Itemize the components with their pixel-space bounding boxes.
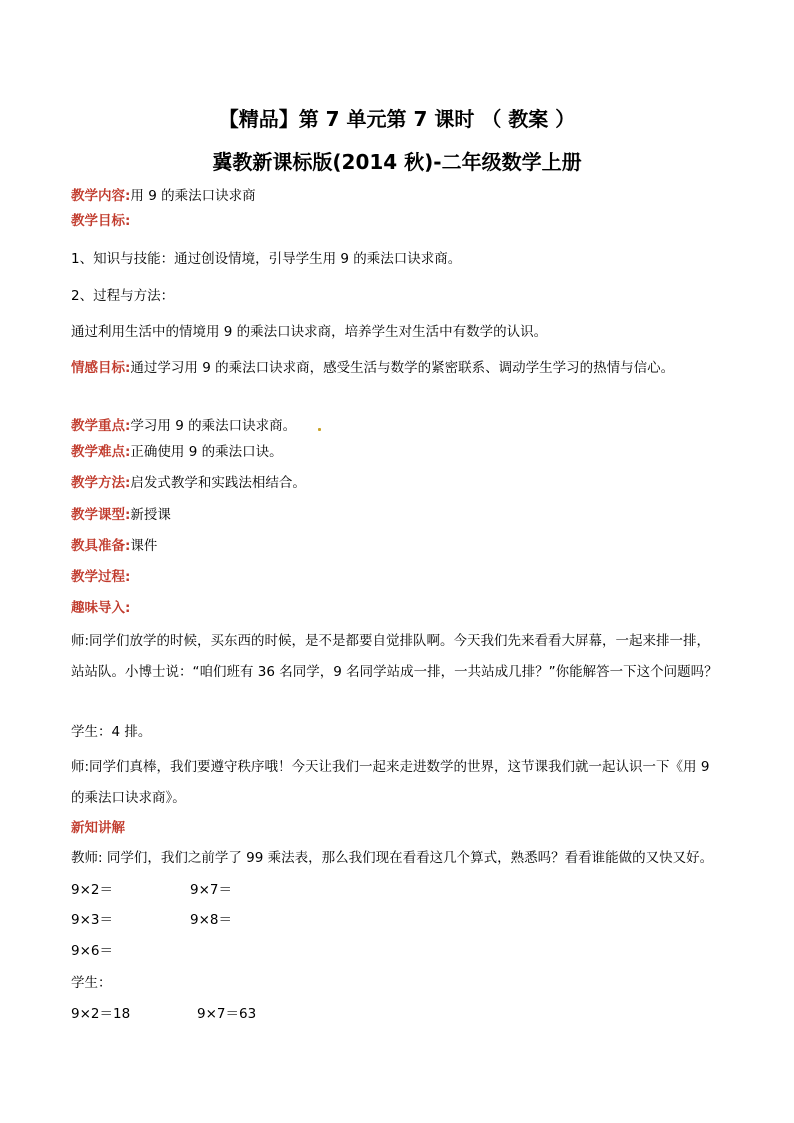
goal-item-2: 2、过程与方法：	[71, 288, 175, 304]
answer-1: 9×2＝18	[71, 1006, 131, 1022]
key-point	[71, 417, 296, 435]
stray-mark	[318, 428, 321, 431]
teaching-content-label: 教学内容:	[71, 188, 131, 204]
teaching-goals-label: 教学目标:	[71, 213, 131, 229]
teaching-goals-heading	[71, 212, 130, 230]
document-title: 【精品】第 7 单元第 7 课时 （ 教案 ）	[218, 107, 576, 131]
new-knowledge-heading	[71, 819, 125, 837]
intro-label: 趣味导入:	[71, 600, 131, 616]
key-point-text: 学习用 9 的乘法口诀求商。	[130, 418, 297, 434]
new-knowledge-teacher: 教师: 同学们，我们之前学了 99 乘法表，那么我们现在看看这几个算式，熟悉吗？看看谁能做的又快又好。	[71, 850, 714, 866]
teaching-content	[71, 187, 256, 205]
intro-student-1: 学生：4 排。	[71, 724, 152, 740]
lesson-type	[71, 506, 171, 524]
exercise-1: 9×2＝	[71, 882, 113, 898]
emotion-goal	[71, 356, 711, 380]
exercise-4: 9×8＝	[190, 912, 232, 928]
teaching-method-text: 启发式教学和实践法相结合。	[130, 475, 306, 491]
teaching-method	[71, 474, 306, 492]
intro-heading	[71, 599, 130, 617]
teaching-method-label: 教学方法:	[71, 475, 131, 491]
teaching-process	[71, 568, 130, 586]
lesson-type-text: 新授课	[130, 507, 171, 523]
exercise-3: 9×3＝	[71, 912, 113, 928]
goal-item-2-detail: 通过利用生活中的情境用 9 的乘法口诀求商，培养学生对生活中有数学的认识。	[71, 324, 548, 340]
difficulty-text: 正确使用 9 的乘法口诀。	[130, 444, 283, 460]
teaching-content-text: 用 9 的乘法口诀求商	[130, 188, 256, 204]
document-subtitle: 冀教新课标版(2014 秋)-二年级数学上册	[212, 150, 582, 174]
goal-item-1: 1、知识与技能：通过创设情境，引导学生用 9 的乘法口诀求商。	[71, 251, 462, 267]
teaching-tools	[71, 537, 157, 555]
exercise-2: 9×7＝	[190, 882, 232, 898]
emotion-goal-label: 情感目标:	[71, 360, 131, 376]
intro-teacher-1: 师:同学们放学的时候，买东西的时候，是不是都要自觉排队啊。今天我们先来看看大屏幕，一起来排一排，站站队。小博士说：“咱们班有 36 名同学，9 名同学站成一排，一共站成几排？”你能解答一下这个问题吗？	[71, 633, 718, 680]
intro-teacher-2: 师:同学们真棒，我们要遵守秩序哦！今天让我们一起来走进数学的世界，这节课我们就一起认识一下《用 9 的乘法口诀求商》。	[71, 759, 710, 806]
student-label: 学生：	[71, 975, 112, 991]
exercise-5: 9×6＝	[71, 943, 113, 959]
new-knowledge-label: 新知讲解	[71, 820, 125, 836]
answer-2: 9×7＝63	[197, 1006, 257, 1022]
teaching-process-label: 教学过程:	[71, 569, 131, 585]
teaching-tools-label: 教具准备:	[71, 538, 131, 554]
teaching-tools-text: 课件	[130, 538, 158, 554]
key-point-label: 教学重点:	[71, 418, 131, 434]
lesson-type-label: 教学课型:	[71, 507, 131, 523]
emotion-goal-text: 通过学习用 9 的乘法口诀求商，感受生活与数学的紧密联系、调动学生学习的热情与信心。	[130, 360, 675, 376]
difficulty-label: 教学难点:	[71, 444, 131, 460]
difficulty	[71, 443, 283, 461]
